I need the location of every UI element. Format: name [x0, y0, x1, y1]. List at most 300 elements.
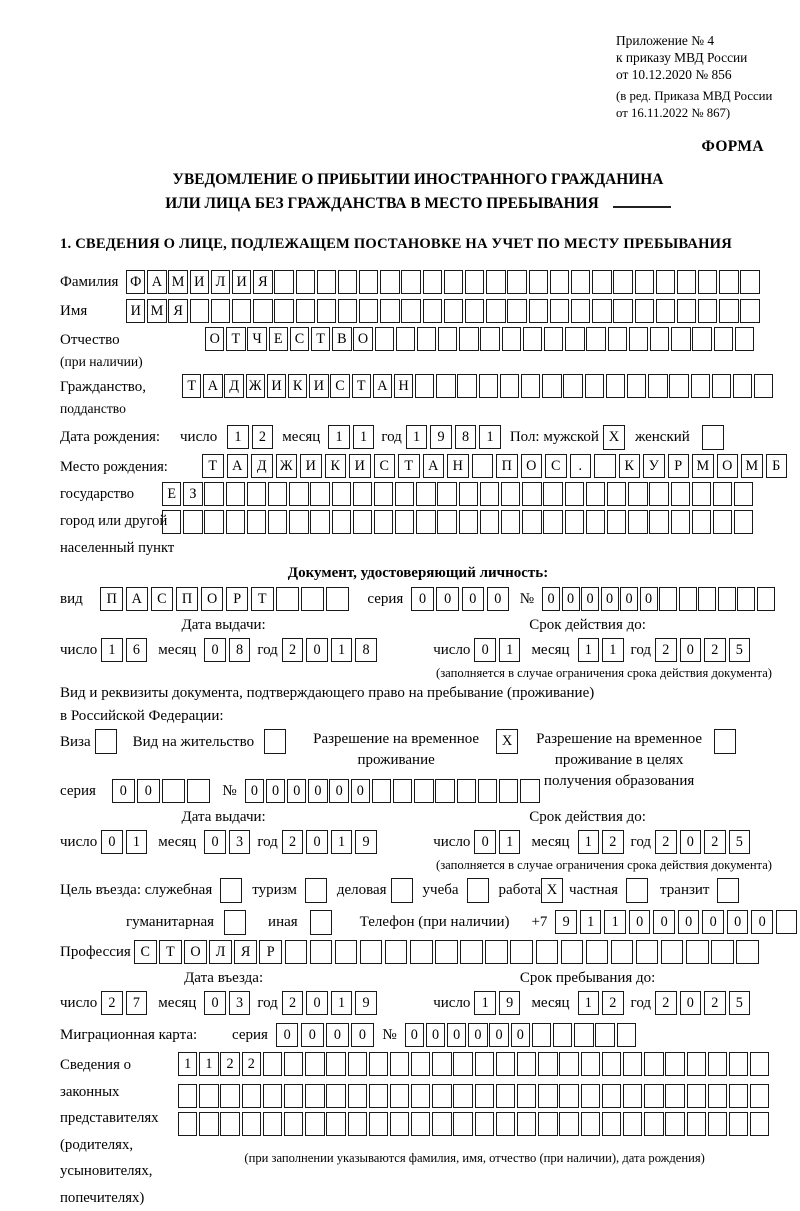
char-box[interactable]: 0 [680, 830, 702, 854]
purpose-humanitarian-checkbox[interactable] [224, 910, 246, 935]
char-box[interactable] [187, 779, 210, 803]
char-box[interactable] [247, 482, 266, 506]
char-box[interactable] [543, 482, 562, 506]
char-box[interactable]: 0 [474, 830, 496, 854]
char-box[interactable] [602, 1112, 621, 1136]
char-box[interactable]: К [288, 374, 307, 398]
char-box[interactable] [602, 1052, 621, 1076]
char-box[interactable]: 0 [680, 991, 702, 1015]
char-box[interactable] [310, 482, 329, 506]
char-box[interactable]: А [126, 587, 149, 611]
char-box[interactable] [485, 940, 508, 964]
char-box[interactable]: Р [668, 454, 690, 478]
char-box[interactable] [479, 374, 498, 398]
char-box[interactable] [649, 482, 668, 506]
char-box[interactable]: 0 [640, 587, 658, 611]
char-box[interactable] [553, 1023, 572, 1047]
char-box[interactable] [687, 1112, 706, 1136]
char-box[interactable] [729, 1052, 748, 1076]
char-box[interactable] [550, 299, 569, 323]
char-box[interactable]: Т [226, 327, 245, 351]
char-box[interactable]: Т [311, 327, 330, 351]
char-box[interactable] [211, 299, 230, 323]
char-box[interactable] [465, 299, 484, 323]
char-box[interactable]: М [168, 270, 187, 294]
char-box[interactable] [372, 779, 391, 803]
sex-female-checkbox[interactable] [702, 425, 724, 450]
char-box[interactable] [734, 510, 753, 534]
char-box[interactable] [284, 1112, 303, 1136]
char-box[interactable] [435, 940, 458, 964]
char-box[interactable] [486, 270, 505, 294]
char-box[interactable] [613, 270, 632, 294]
char-box[interactable]: 1 [602, 638, 624, 662]
char-box[interactable] [410, 940, 433, 964]
char-box[interactable] [628, 482, 647, 506]
char-box[interactable]: Л [209, 940, 232, 964]
char-box[interactable] [276, 587, 299, 611]
char-box[interactable] [496, 1052, 515, 1076]
char-box[interactable] [500, 374, 519, 398]
char-box[interactable]: 8 [455, 425, 477, 449]
char-box[interactable] [754, 374, 773, 398]
char-box[interactable] [475, 1112, 494, 1136]
char-box[interactable]: 0 [487, 587, 510, 611]
residence-permit-checkbox[interactable] [264, 729, 286, 754]
char-box[interactable]: 0 [601, 587, 619, 611]
char-box[interactable] [737, 587, 755, 611]
char-box[interactable] [698, 270, 717, 294]
char-box[interactable]: 1 [227, 425, 249, 449]
char-box[interactable] [457, 779, 476, 803]
char-box[interactable]: 0 [204, 830, 226, 854]
char-box[interactable] [478, 779, 497, 803]
char-box[interactable]: Ж [246, 374, 265, 398]
char-box[interactable]: А [373, 374, 392, 398]
visa-checkbox[interactable] [95, 729, 117, 754]
char-box[interactable]: 0 [306, 991, 328, 1015]
char-box[interactable]: 1 [126, 830, 148, 854]
char-box[interactable] [522, 510, 541, 534]
char-box[interactable]: 2 [282, 991, 304, 1015]
char-box[interactable] [776, 910, 798, 934]
char-box[interactable] [335, 940, 358, 964]
purpose-tourism-checkbox[interactable] [305, 878, 327, 903]
char-box[interactable]: П [100, 587, 123, 611]
char-box[interactable]: 2 [602, 991, 624, 1015]
char-box[interactable] [602, 1084, 621, 1108]
char-box[interactable] [671, 327, 690, 351]
char-box[interactable] [348, 1084, 367, 1108]
char-box[interactable] [263, 1052, 282, 1076]
char-box[interactable] [665, 1084, 684, 1108]
char-box[interactable] [595, 1023, 614, 1047]
char-box[interactable] [444, 270, 463, 294]
char-box[interactable] [532, 1023, 551, 1047]
char-box[interactable]: 0 [462, 587, 485, 611]
char-box[interactable] [734, 482, 753, 506]
char-box[interactable] [635, 270, 654, 294]
char-box[interactable]: 5 [729, 991, 751, 1015]
char-box[interactable] [538, 1084, 557, 1108]
char-box[interactable]: Е [162, 482, 181, 506]
char-box[interactable] [687, 1052, 706, 1076]
char-box[interactable]: М [741, 454, 763, 478]
char-box[interactable] [740, 270, 759, 294]
char-box[interactable]: 0 [751, 910, 773, 934]
char-box[interactable]: 0 [137, 779, 160, 803]
char-box[interactable]: 1 [353, 425, 375, 449]
char-box[interactable] [522, 482, 541, 506]
char-box[interactable] [671, 482, 690, 506]
char-box[interactable] [380, 270, 399, 294]
char-box[interactable] [714, 327, 733, 351]
char-box[interactable] [594, 454, 616, 478]
char-box[interactable] [665, 1052, 684, 1076]
char-box[interactable]: С [290, 327, 309, 351]
char-box[interactable] [735, 327, 754, 351]
char-box[interactable] [393, 779, 412, 803]
char-box[interactable] [691, 374, 710, 398]
char-box[interactable]: О [353, 327, 372, 351]
char-box[interactable]: Т [202, 454, 224, 478]
char-box[interactable] [359, 299, 378, 323]
purpose-transit-checkbox[interactable] [717, 878, 739, 903]
char-box[interactable] [432, 1084, 451, 1108]
char-box[interactable]: 0 [245, 779, 264, 803]
char-box[interactable] [629, 327, 648, 351]
char-box[interactable] [326, 587, 349, 611]
char-box[interactable]: 8 [355, 638, 377, 662]
char-box[interactable]: О [717, 454, 739, 478]
char-box[interactable]: И [349, 454, 371, 478]
char-box[interactable] [586, 482, 605, 506]
char-box[interactable] [263, 1084, 282, 1108]
char-box[interactable] [581, 1052, 600, 1076]
char-box[interactable] [669, 374, 688, 398]
char-box[interactable] [317, 270, 336, 294]
char-box[interactable]: 0 [581, 587, 599, 611]
char-box[interactable]: 5 [729, 638, 751, 662]
char-box[interactable]: 0 [329, 779, 348, 803]
char-box[interactable] [729, 1084, 748, 1108]
char-box[interactable]: 0 [204, 991, 226, 1015]
char-box[interactable] [501, 510, 520, 534]
char-box[interactable]: 1 [331, 638, 353, 662]
char-box[interactable]: И [300, 454, 322, 478]
char-box[interactable] [401, 270, 420, 294]
char-box[interactable]: Ф [126, 270, 145, 294]
char-box[interactable]: 0 [489, 1023, 508, 1047]
char-box[interactable] [226, 510, 245, 534]
char-box[interactable] [692, 482, 711, 506]
char-box[interactable] [390, 1052, 409, 1076]
char-box[interactable]: А [227, 454, 249, 478]
char-box[interactable] [423, 270, 442, 294]
char-box[interactable]: С [330, 374, 349, 398]
char-box[interactable]: 2 [252, 425, 274, 449]
char-box[interactable] [617, 1023, 636, 1047]
char-box[interactable] [480, 510, 499, 534]
char-box[interactable] [507, 270, 526, 294]
char-box[interactable] [711, 940, 734, 964]
char-box[interactable]: 2 [704, 638, 726, 662]
char-box[interactable] [415, 374, 434, 398]
char-box[interactable] [750, 1112, 769, 1136]
rvp-checkbox[interactable]: X [496, 729, 518, 754]
char-box[interactable] [284, 1084, 303, 1108]
char-box[interactable]: 1 [578, 830, 600, 854]
char-box[interactable] [457, 374, 476, 398]
char-box[interactable]: 2 [220, 1052, 239, 1076]
char-box[interactable] [274, 270, 293, 294]
char-box[interactable]: 0 [727, 910, 749, 934]
char-box[interactable]: 0 [629, 910, 651, 934]
char-box[interactable] [561, 940, 584, 964]
char-box[interactable] [517, 1112, 536, 1136]
char-box[interactable] [480, 327, 499, 351]
char-box[interactable] [740, 299, 759, 323]
char-box[interactable] [396, 327, 415, 351]
char-box[interactable] [736, 940, 759, 964]
char-box[interactable]: А [147, 270, 166, 294]
char-box[interactable]: 1 [580, 910, 602, 934]
char-box[interactable] [326, 1052, 345, 1076]
char-box[interactable] [517, 1052, 536, 1076]
char-box[interactable] [395, 482, 414, 506]
char-box[interactable]: 0 [112, 779, 135, 803]
char-box[interactable] [649, 510, 668, 534]
char-box[interactable] [289, 510, 308, 534]
char-box[interactable] [268, 482, 287, 506]
char-box[interactable] [628, 510, 647, 534]
char-box[interactable] [606, 374, 625, 398]
char-box[interactable]: 2 [282, 638, 304, 662]
char-box[interactable] [285, 940, 308, 964]
char-box[interactable] [411, 1052, 430, 1076]
char-box[interactable]: 0 [306, 830, 328, 854]
char-box[interactable] [199, 1084, 218, 1108]
char-box[interactable] [708, 1052, 727, 1076]
char-box[interactable] [242, 1112, 261, 1136]
char-box[interactable]: 0 [287, 779, 306, 803]
char-box[interactable] [162, 510, 181, 534]
char-box[interactable] [486, 299, 505, 323]
char-box[interactable] [432, 1112, 451, 1136]
purpose-business-checkbox[interactable] [220, 878, 242, 903]
char-box[interactable] [757, 587, 775, 611]
char-box[interactable]: 0 [678, 910, 700, 934]
char-box[interactable] [305, 1084, 324, 1108]
char-box[interactable]: П [496, 454, 518, 478]
char-box[interactable] [507, 299, 526, 323]
char-box[interactable] [611, 940, 634, 964]
char-box[interactable]: Ч [247, 327, 266, 351]
char-box[interactable]: 0 [405, 1023, 424, 1047]
char-box[interactable]: 1 [178, 1052, 197, 1076]
char-box[interactable] [708, 1084, 727, 1108]
char-box[interactable]: Д [251, 454, 273, 478]
char-box[interactable]: А [203, 374, 222, 398]
char-box[interactable] [543, 510, 562, 534]
char-box[interactable] [438, 327, 457, 351]
char-box[interactable] [310, 510, 329, 534]
char-box[interactable]: 6 [126, 638, 148, 662]
char-box[interactable] [417, 327, 436, 351]
char-box[interactable] [435, 779, 454, 803]
char-box[interactable] [465, 270, 484, 294]
char-box[interactable]: 1 [479, 425, 501, 449]
char-box[interactable] [586, 940, 609, 964]
char-box[interactable] [623, 1052, 642, 1076]
char-box[interactable]: 7 [126, 991, 148, 1015]
char-box[interactable]: 0 [468, 1023, 487, 1047]
char-box[interactable]: 2 [101, 991, 123, 1015]
char-box[interactable] [542, 374, 561, 398]
char-box[interactable] [178, 1112, 197, 1136]
purpose-other-checkbox[interactable] [310, 910, 332, 935]
char-box[interactable]: Р [259, 940, 282, 964]
char-box[interactable] [375, 327, 394, 351]
char-box[interactable]: З [183, 482, 202, 506]
char-box[interactable] [559, 1084, 578, 1108]
char-box[interactable] [648, 374, 667, 398]
rvp-edu-checkbox[interactable] [714, 729, 736, 754]
char-box[interactable]: 1 [499, 638, 521, 662]
char-box[interactable]: 2 [282, 830, 304, 854]
char-box[interactable]: 0 [620, 587, 638, 611]
char-box[interactable] [565, 510, 584, 534]
char-box[interactable] [592, 299, 611, 323]
char-box[interactable] [574, 1023, 593, 1047]
char-box[interactable]: О [521, 454, 543, 478]
char-box[interactable] [733, 374, 752, 398]
char-box[interactable]: 0 [680, 638, 702, 662]
char-box[interactable] [656, 270, 675, 294]
char-box[interactable] [581, 1084, 600, 1108]
char-box[interactable] [565, 482, 584, 506]
char-box[interactable]: И [190, 270, 209, 294]
char-box[interactable] [613, 299, 632, 323]
char-box[interactable] [635, 299, 654, 323]
char-box[interactable] [305, 1112, 324, 1136]
char-box[interactable] [510, 940, 533, 964]
char-box[interactable] [390, 1084, 409, 1108]
char-box[interactable] [650, 327, 669, 351]
char-box[interactable] [719, 299, 738, 323]
char-box[interactable]: 1 [331, 830, 353, 854]
char-box[interactable]: 1 [101, 638, 123, 662]
char-box[interactable]: Н [447, 454, 469, 478]
char-box[interactable] [416, 482, 435, 506]
char-box[interactable] [360, 940, 383, 964]
char-box[interactable] [623, 1084, 642, 1108]
char-box[interactable] [437, 482, 456, 506]
char-box[interactable]: 0 [426, 1023, 445, 1047]
char-box[interactable] [571, 299, 590, 323]
char-box[interactable] [563, 374, 582, 398]
purpose-private-checkbox[interactable] [626, 878, 648, 903]
char-box[interactable] [538, 1112, 557, 1136]
char-box[interactable]: 0 [702, 910, 724, 934]
char-box[interactable] [296, 270, 315, 294]
char-box[interactable] [301, 587, 324, 611]
char-box[interactable] [729, 1112, 748, 1136]
char-box[interactable]: 1 [604, 910, 626, 934]
char-box[interactable] [414, 779, 433, 803]
char-box[interactable] [204, 482, 223, 506]
char-box[interactable] [369, 1084, 388, 1108]
char-box[interactable]: Т [159, 940, 182, 964]
char-box[interactable] [274, 299, 293, 323]
char-box[interactable] [475, 1084, 494, 1108]
char-box[interactable]: К [619, 454, 641, 478]
char-box[interactable] [199, 1112, 218, 1136]
char-box[interactable]: М [692, 454, 714, 478]
char-box[interactable] [517, 1084, 536, 1108]
char-box[interactable] [623, 1112, 642, 1136]
char-box[interactable] [592, 270, 611, 294]
char-box[interactable]: 3 [229, 991, 251, 1015]
purpose-commercial-checkbox[interactable] [391, 878, 413, 903]
char-box[interactable] [521, 374, 540, 398]
char-box[interactable]: 2 [602, 830, 624, 854]
char-box[interactable]: 0 [101, 830, 123, 854]
char-box[interactable] [453, 1084, 472, 1108]
char-box[interactable]: М [147, 299, 166, 323]
char-box[interactable]: Т [251, 587, 274, 611]
char-box[interactable]: 0 [436, 587, 459, 611]
char-box[interactable]: 1 [331, 991, 353, 1015]
char-box[interactable] [338, 270, 357, 294]
char-box[interactable] [332, 510, 351, 534]
char-box[interactable] [496, 1084, 515, 1108]
char-box[interactable] [296, 299, 315, 323]
char-box[interactable]: 9 [499, 991, 521, 1015]
char-box[interactable] [332, 482, 351, 506]
char-box[interactable] [750, 1084, 769, 1108]
char-box[interactable]: 0 [474, 638, 496, 662]
char-box[interactable] [550, 270, 569, 294]
char-box[interactable] [459, 327, 478, 351]
char-box[interactable] [411, 1112, 430, 1136]
char-box[interactable] [459, 482, 478, 506]
char-box[interactable]: О [201, 587, 224, 611]
char-box[interactable] [353, 482, 372, 506]
sex-male-checkbox[interactable]: X [603, 425, 625, 450]
char-box[interactable] [460, 940, 483, 964]
char-box[interactable]: 9 [555, 910, 577, 934]
char-box[interactable] [162, 779, 185, 803]
char-box[interactable]: 0 [326, 1023, 349, 1047]
char-box[interactable] [437, 510, 456, 534]
char-box[interactable] [607, 482, 626, 506]
char-box[interactable]: 0 [266, 779, 285, 803]
char-box[interactable]: 1 [578, 638, 600, 662]
char-box[interactable] [390, 1112, 409, 1136]
char-box[interactable]: 2 [242, 1052, 261, 1076]
char-box[interactable]: С [134, 940, 157, 964]
char-box[interactable]: Ж [276, 454, 298, 478]
char-box[interactable] [480, 482, 499, 506]
char-box[interactable]: 0 [301, 1023, 324, 1047]
char-box[interactable] [692, 327, 711, 351]
char-box[interactable]: 0 [306, 638, 328, 662]
char-box[interactable]: Е [269, 327, 288, 351]
char-box[interactable]: Я [253, 270, 272, 294]
char-box[interactable] [496, 1112, 515, 1136]
char-box[interactable]: 0 [351, 1023, 374, 1047]
